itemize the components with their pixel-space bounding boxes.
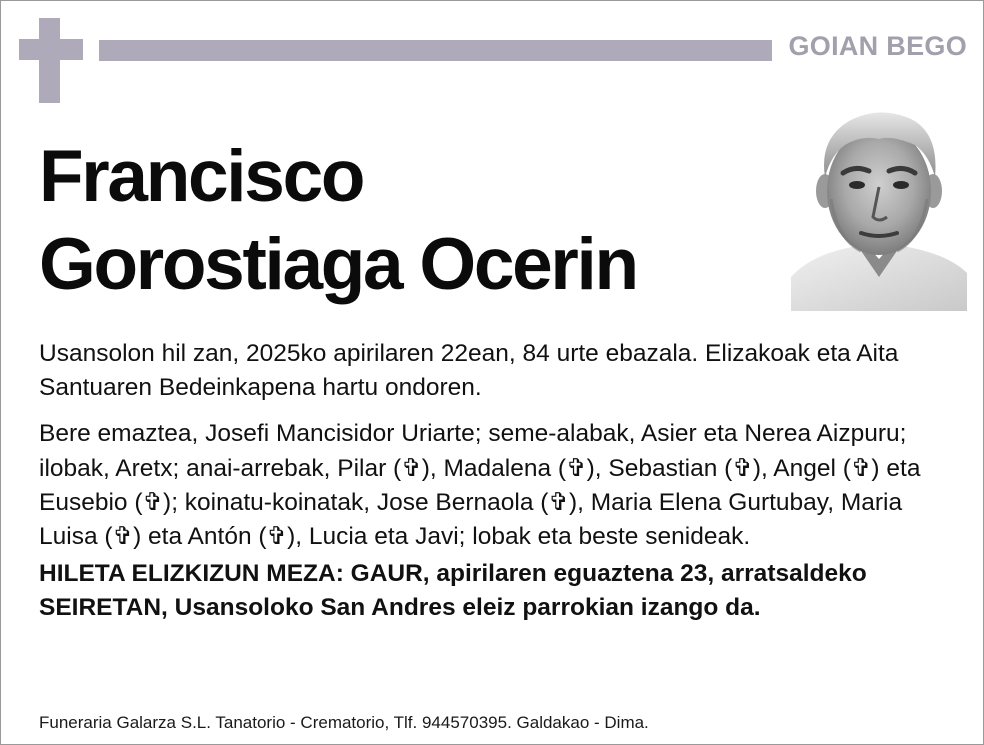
- cross-icon: [19, 18, 83, 103]
- family-list: Bere emaztea, Josefi Mancisidor Uriarte; seme-alabak, Asier eta Nerea Aizpuru; ilobak, Aretx; anai-arrebak, Pilar (✞), Madalena (✞), Sebastian (✞), Angel (✞) eta Eusebio (✞); koinatu-koinatak, Jose Bernaola (✞), Maria Elena Gurtubay, Maria Luisa (✞) eta Antón (✞), Lucia eta Javi; lobak eta beste senideak.: [39, 420, 921, 551]
- funeral-home-footer: Funeraria Galarza S.L. Tanatorio - Crematorio, Tlf. 944570395. Galdakao - Dima.: [39, 713, 649, 732]
- announcement-body: [39, 337, 959, 626]
- death-notice: Usansolon hil zan, 2025ko apirilaren 22ean, 84 urte ebazala. Elizakoak eta Aita Santuaren Bedeinkapena hartu ondoren.: [39, 340, 899, 402]
- first-name: Francisco: [39, 136, 364, 217]
- funeral-details: HILETA ELIZKIZUN MEZA: GAUR, apirilaren eguaztena 23, arratsaldeko SEIRETAN, Usansoloko San Andres eleiz parrokian izango da.: [39, 560, 867, 622]
- surnames: Gorostiaga Ocerin: [39, 224, 637, 305]
- deceased-name: [39, 133, 779, 309]
- brand-title: GOIAN BEGO: [788, 31, 967, 61]
- portrait-photo: [791, 99, 967, 311]
- header-rule: [99, 40, 772, 61]
